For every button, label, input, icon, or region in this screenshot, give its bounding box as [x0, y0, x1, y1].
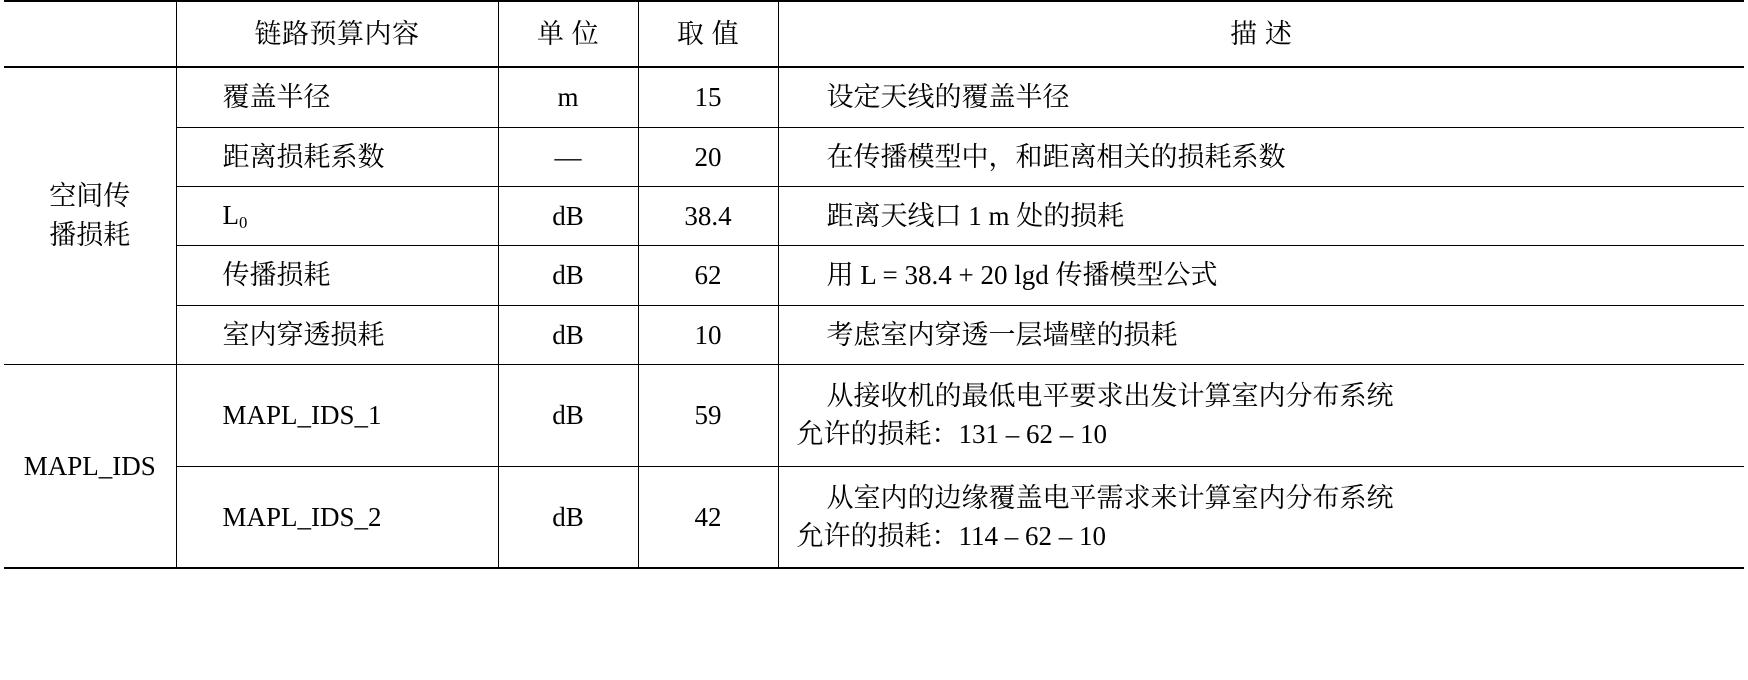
- header-value-label: 取 值: [676, 19, 740, 49]
- table-row: [4, 466, 1744, 568]
- group-cell-mapl-ids: [4, 365, 176, 569]
- group-cell-space-loss: [4, 67, 176, 364]
- cell-item: [176, 246, 498, 305]
- cell-desc: [778, 187, 1744, 246]
- cell-value: [638, 187, 778, 246]
- header-desc-label: 描 述: [1230, 19, 1293, 49]
- cell-unit: [498, 246, 638, 305]
- unit-value: m: [557, 82, 579, 113]
- unit-value: dB: [552, 260, 584, 291]
- item-label: MAPL_IDS_2: [222, 501, 382, 532]
- header-cell-unit: [498, 1, 638, 67]
- cell-value: [638, 466, 778, 568]
- header-item-label: 链路预算内容: [254, 19, 420, 49]
- cell-item: [176, 305, 498, 364]
- unit-value: dB: [552, 501, 584, 532]
- cell-value: [638, 127, 778, 186]
- cell-item: [176, 127, 498, 186]
- numeric-value: 38.4: [684, 201, 732, 232]
- cell-item: [176, 365, 498, 467]
- table-row: [4, 67, 1744, 127]
- group-label-line1: 空间传: [49, 181, 131, 212]
- numeric-value: 62: [694, 260, 722, 291]
- cell-desc: [778, 466, 1744, 568]
- unit-value: dB: [552, 400, 584, 431]
- cell-value: [638, 67, 778, 127]
- desc-line-2: 允许的损耗：131 – 62 – 10: [796, 419, 1107, 450]
- table-row: [4, 187, 1744, 246]
- numeric-value: 42: [694, 501, 722, 532]
- group-label-line2: 播损耗: [49, 220, 131, 251]
- cell-unit: [498, 67, 638, 127]
- item-label: 室内穿透损耗: [222, 319, 385, 350]
- numeric-value: 20: [694, 141, 722, 172]
- desc-line-1: 设定天线的覆盖半径: [826, 82, 1070, 113]
- cell-unit: [498, 127, 638, 186]
- cell-desc: [778, 365, 1744, 467]
- item-label: MAPL_IDS_1: [222, 400, 382, 431]
- cell-desc: [778, 127, 1744, 186]
- unit-value: dB: [552, 319, 584, 350]
- desc-line-1: 距离天线口 1 m 处的损耗: [826, 201, 1125, 232]
- unit-value: dB: [552, 201, 584, 232]
- unit-value: —: [554, 141, 582, 172]
- cell-item: [176, 67, 498, 127]
- desc-line-2: 允许的损耗：114 – 62 – 10: [796, 521, 1106, 552]
- header-cell-desc: [778, 1, 1744, 67]
- table-row: [4, 246, 1744, 305]
- header-cell-item: [176, 1, 498, 67]
- cell-desc: [778, 67, 1744, 127]
- header-group-label: [4, 20, 176, 48]
- cell-unit: [498, 305, 638, 364]
- desc-line-1: 考虑室内穿透一层墙壁的损耗: [826, 319, 1178, 350]
- cell-unit: [498, 187, 638, 246]
- desc-line-1: 从接收机的最低电平要求出发计算室内分布系统: [826, 381, 1394, 412]
- header-cell-value: [638, 1, 778, 67]
- desc-line-1: 从室内的边缘覆盖电平需求来计算室内分布系统: [826, 482, 1394, 513]
- desc-line-1: 在传播模型中，和距离相关的损耗系数: [826, 141, 1286, 172]
- item-label: L: [222, 200, 239, 231]
- cell-value: [638, 246, 778, 305]
- numeric-value: 10: [694, 319, 722, 350]
- cell-value: [638, 365, 778, 467]
- cell-desc: [778, 305, 1744, 364]
- cell-desc: [778, 246, 1744, 305]
- cell-unit: [498, 466, 638, 568]
- link-budget-table: [4, 0, 1744, 569]
- table-row: [4, 305, 1744, 364]
- item-label: 传播损耗: [222, 260, 331, 291]
- item-label: 距离损耗系数: [222, 141, 385, 172]
- item-label: 覆盖半径: [222, 82, 331, 113]
- item-label-subscript: 0: [239, 213, 248, 233]
- cell-unit: [498, 365, 638, 467]
- header-cell-group: [4, 1, 176, 67]
- cell-item: [176, 187, 498, 246]
- cell-item: [176, 466, 498, 568]
- cell-value: [638, 305, 778, 364]
- numeric-value: 15: [694, 82, 722, 113]
- group-label: MAPL_IDS: [23, 450, 156, 481]
- table-row: [4, 127, 1744, 186]
- table-row: [4, 365, 1744, 467]
- desc-line-1: 用 L = 38.4 + 20 lgd 传播模型公式: [826, 260, 1218, 291]
- header-unit-label: 单 位: [536, 19, 600, 49]
- numeric-value: 59: [694, 400, 722, 431]
- table-header-row: [4, 1, 1744, 67]
